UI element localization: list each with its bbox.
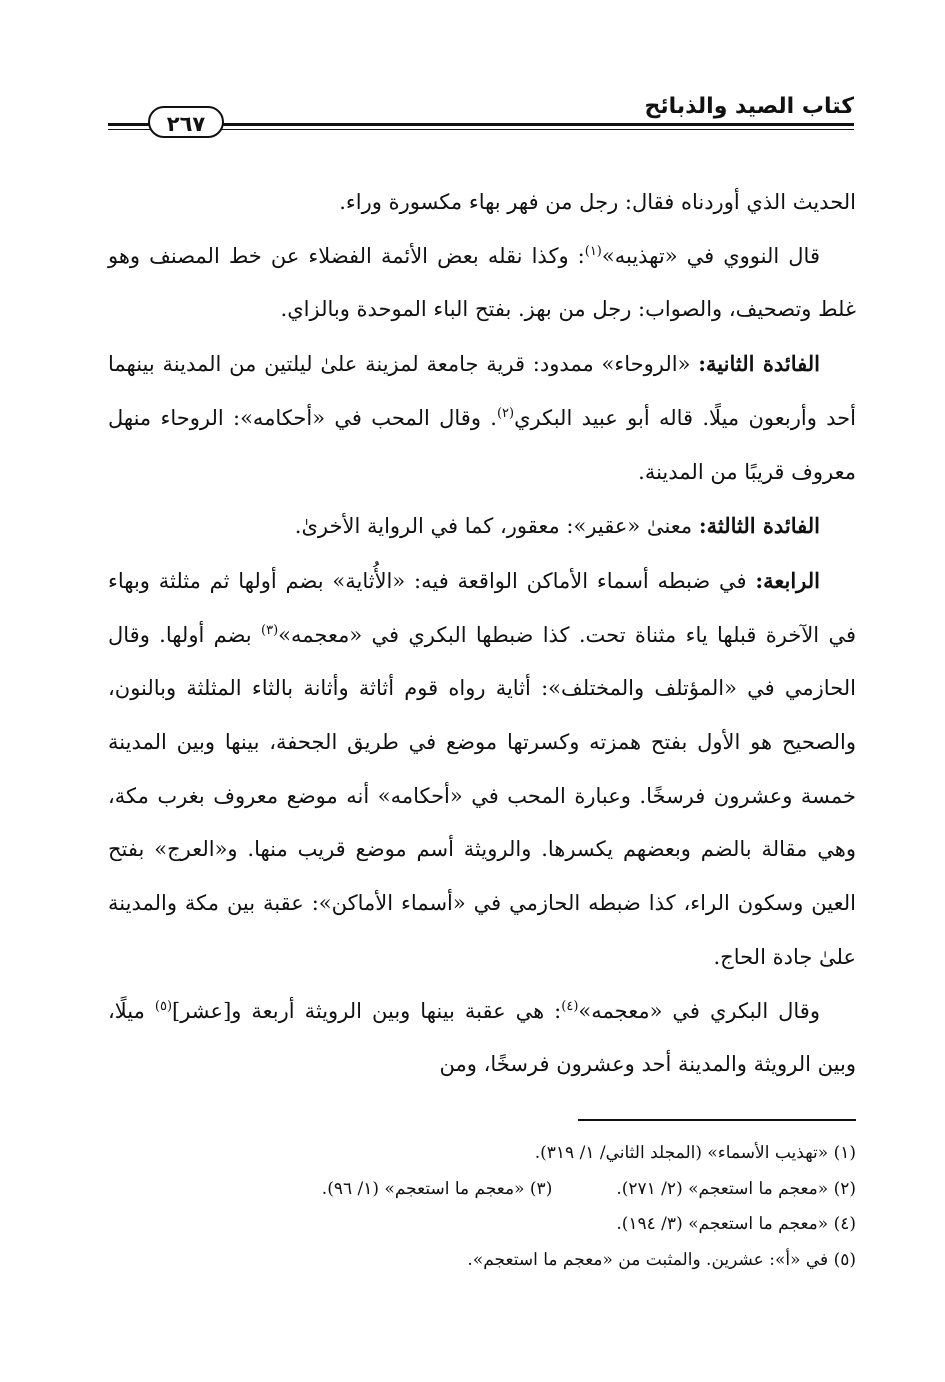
text-run: قال النووي في «تهذيبه» [601, 243, 820, 268]
footnote-separator [578, 1119, 856, 1121]
text-run: في ضبطه أسماء الأماكن الواقعة فيه: «الأُثاية» بضم أولها ثم مثلثة وبهاء في الآخرة قبلها ياء مثناة تحت. كذا ضبطها البكري في «معجمه» [108, 568, 857, 647]
section-label: الفائدة الثانية: [698, 351, 820, 377]
paragraph-3 [108, 337, 856, 499]
footnote-3: (٣) «معجم ما استعجم» (١/ ٩٦). [321, 1178, 553, 1199]
paragraph-5 [108, 554, 856, 985]
footnote-5: (٥) في «أ»: عشرين. والمثبت من «معجم ما استعجم». [467, 1249, 856, 1270]
text-run: ميلًا، وبين الرويثة والمدينة أحد وعشرون فرسخًا، ومن [108, 998, 856, 1077]
paragraph-2 [108, 230, 856, 337]
main-text [108, 176, 856, 1092]
text-run: «الروحاء» ممدود: قرية جامعة لمزينة علىٰ ليلتين من المدينة بينهما أحد وأربعون ميلًا. قاله أبو عبيد البكري [108, 352, 856, 430]
footnote-ref-5: (٥) [154, 998, 173, 1014]
paragraph-6 [108, 985, 856, 1092]
footnote-ref-3: (٣) [261, 622, 279, 638]
running-header [108, 92, 854, 140]
footnote-1: (١) «تهذيب الأسماء» (المجلد الثاني/ ١/ ٣١٩). [534, 1143, 856, 1163]
text-run: الحديث الذي أوردناه فقال: رجل من فهر بهاء مكسورة وراء. [339, 190, 856, 214]
text-run: . وقال المحب في «أحكامه»: الروحاء منهل معروف قريبًا من المدينة. [108, 405, 856, 484]
text-run: بضم أولها. وقال الحازمي في «المؤتلف والمختلف»: أثاية رواه قوم أثاثة وأثانة بالثاء المثلثة وبالنون، والصحيح هو الأول بفتح همزته وكسرتها موضع في طريق الجحفة، بينها وبين المدينة خمسة وعشرون فرسخًا. وعبارة المحب في «أحكامه» أنه موضع معروف بغرب مكة، وهي مقالة بالضم وبعضهم يكسرها. والرويثة أسم موضع قريب منها. و«العرج» بفتح العين وسكون الراء، كذا ضبطه الحازمي في «أسماء الأماكن»: عقبة بين مكة والمدينة علىٰ جادة الحاج. [108, 622, 856, 969]
chapter-title: كتاب الصيد والذبائح [644, 94, 854, 119]
footnote-ref-2: (٢) [496, 405, 515, 421]
footnote-ref-4: (٤) [561, 998, 579, 1014]
section-label: الرابعة: [755, 567, 820, 593]
footnote-2-3 [108, 1172, 856, 1208]
footnote-4: (٤) «معجم ما استعجم» (٣/ ١٩٤). [616, 1214, 856, 1234]
footnotes [108, 1136, 856, 1278]
text-run: معنىٰ «عقير»: معقور، كما في الرواية الأخرىٰ. [294, 514, 699, 539]
section-label: الفائدة الثالثة: [698, 513, 820, 539]
paragraph-4 [108, 499, 856, 554]
paragraph-1 [108, 176, 856, 230]
text-run: وقال البكري في «معجمه» [578, 998, 820, 1023]
page-number: ٢٦٧ [148, 106, 224, 138]
footnote-2: (٢) «معجم ما استعجم» (٢/ ٢٧١). [616, 1178, 856, 1199]
text-run: : وكذا نقله بعض الأئمة الفضلاء عن خط المصنف وهو غلط وتصحيف، والصواب: رجل من بهز. بفتح الباء الموحدة وبالزاي. [108, 243, 856, 322]
footnote-ref-1: (١) [584, 243, 602, 259]
text-run: : هي عقبة بينها وبين الرويثة أربعة و[عشر] [172, 998, 562, 1023]
